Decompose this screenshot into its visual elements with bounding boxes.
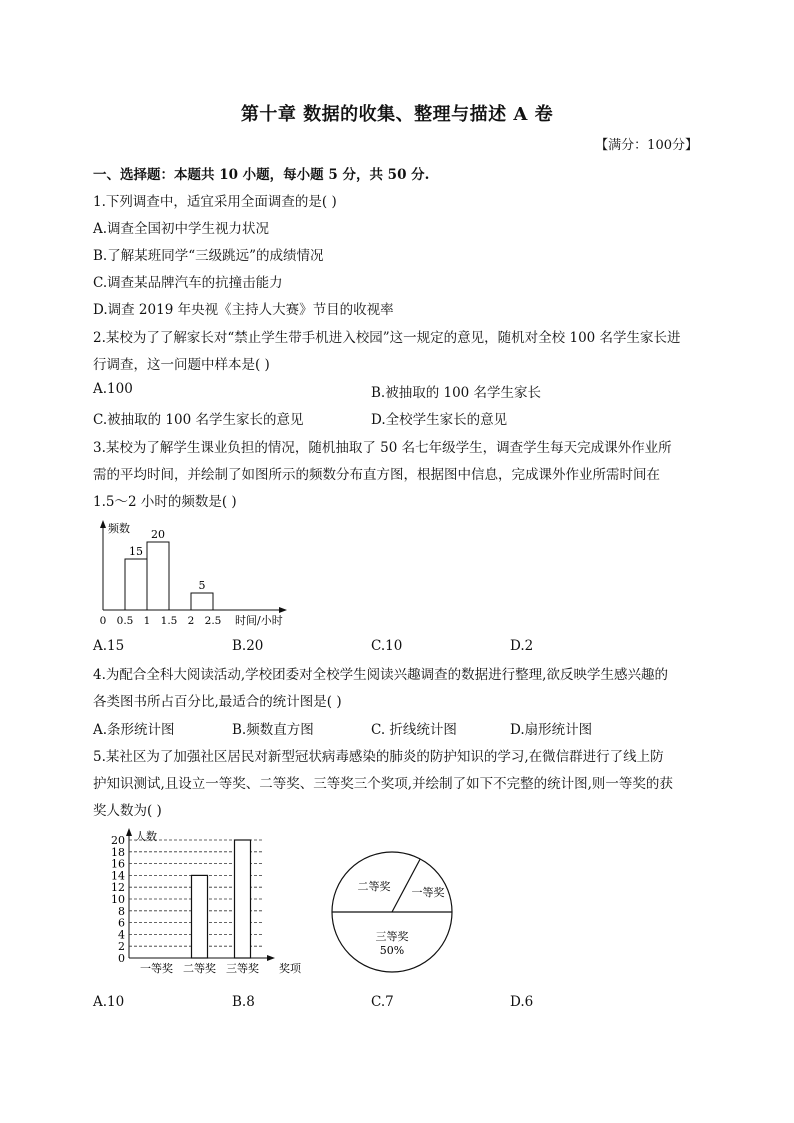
pie-percent-label: 50% xyxy=(379,944,405,957)
q3-option-c: C.10 xyxy=(371,638,403,654)
award-ylabel: 人数 xyxy=(135,830,157,843)
histogram-bar xyxy=(125,559,147,610)
q3-option-b: B.20 xyxy=(232,638,264,654)
page-title: 第十章 数据的收集、整理与描述 A 卷 xyxy=(240,104,554,125)
q1-option-d: D.调查 2019 年央视《主持人大赛》节目的收视率 xyxy=(93,302,394,318)
histogram-data-label: 20 xyxy=(151,528,165,541)
award-y-tick: 4 xyxy=(118,928,125,942)
section-heading: 一、选择题：本题共 10 小题，每小题 5 分，共 50 分. xyxy=(93,167,430,183)
q5-option-c: C.7 xyxy=(371,994,394,1010)
q5-option-b: B.8 xyxy=(232,994,255,1010)
score-note: 【满分：100分】 xyxy=(595,138,698,153)
award-y-tick: 10 xyxy=(111,893,125,906)
award-category-label: 一等奖 xyxy=(140,962,173,974)
q2-option-c: C.被抽取的 100 名学生家长的意见 xyxy=(93,412,304,428)
q5-option-d: D.6 xyxy=(510,994,534,1010)
q5-option-a: A.10 xyxy=(93,994,125,1010)
q3-option-d: D.2 xyxy=(510,638,534,654)
award-y-tick: 6 xyxy=(118,916,125,930)
histogram-data-label: 15 xyxy=(129,545,143,558)
award-y-tick: 2 xyxy=(118,940,125,954)
award-pie-chart xyxy=(330,840,460,985)
q4-option-c: C. 折线统计图 xyxy=(371,722,457,738)
histogram-bar xyxy=(147,542,169,610)
histogram-x-arrow xyxy=(279,607,287,613)
histogram-bar xyxy=(191,593,213,610)
award-bar xyxy=(235,840,251,958)
q4-option-a: A.条形统计图 xyxy=(93,722,175,738)
q2-option-a: A.100 xyxy=(93,381,133,397)
award-y-tick: 14 xyxy=(111,869,125,883)
histogram-x-tick: 2 xyxy=(187,615,195,627)
histogram-xlabel: 时间/小时 xyxy=(235,614,283,627)
award-y-tick: 12 xyxy=(111,881,125,895)
q5-stem-line2: 护知识测试,且设立一等奖、二等奖、三等奖三个奖项,并绘制了如下不完整的统计图,则一等奖的获 xyxy=(93,776,673,792)
histogram-x-tick: 0.5 xyxy=(116,615,134,627)
q2-stem-line2: 行调查，这一问题中样本是( ) xyxy=(93,357,270,373)
pie-slice-label: 二等奖 xyxy=(357,880,391,893)
award-y-arrow xyxy=(126,828,132,836)
award-category-label: 二等奖 xyxy=(183,962,216,974)
histogram-x-tick: 1 xyxy=(143,615,151,627)
q5-stem-line3: 奖人数为( ) xyxy=(93,803,162,819)
q2-option-d: D.全校学生家长的意见 xyxy=(371,412,508,428)
award-x-arrow xyxy=(267,955,275,961)
histogram-x-tick: 1.5 xyxy=(160,615,178,627)
award-y-tick: 0 xyxy=(118,952,125,965)
q2-stem-line1: 2.某校为了了解家长对“禁止学生带手机进入校园”这一规定的意见，随机对全校 100 名学生家长进 xyxy=(93,330,681,346)
q3-stem-line2: 需的平均时间，并绘制了如图所示的频数分布直方图，根据图中信息，完成课外作业所需时间在 xyxy=(93,467,660,483)
q3-stem-line3: 1.5～2 小时的频数是( ) xyxy=(93,494,237,510)
q4-stem-line2: 各类图书所占百分比,最适合的统计图是( ) xyxy=(93,694,342,710)
award-y-tick: 8 xyxy=(118,904,125,918)
q1-option-a: A.调查全国初中学生视力状况 xyxy=(93,221,270,237)
histogram-x-tick: 2.5 xyxy=(204,615,222,627)
histogram-chart xyxy=(95,518,305,630)
award-y-tick: 20 xyxy=(111,834,125,847)
q3-stem-line1: 3.某校为了解学生课业负担的情况，随机抽取了 50 名七年级学生，调查学生每天完成课外作业所 xyxy=(93,440,672,456)
q2-option-b: B.被抽取的 100 名学生家长 xyxy=(371,385,542,401)
pie-slice-label: 三等奖 xyxy=(375,930,409,943)
histogram-ylabel: 频数 xyxy=(108,522,130,535)
histogram-x-tick: 0 xyxy=(99,615,107,627)
award-bar-chart xyxy=(103,826,313,974)
q4-option-d: D.扇形统计图 xyxy=(510,722,593,738)
histogram-data-label: 5 xyxy=(198,579,206,592)
q5-stem-line1: 5.某社区为了加强社区居民对新型冠状病毒感染的肺炎的防护知识的学习,在微信群进行了线上防 xyxy=(93,749,664,765)
histogram-y-arrow xyxy=(100,520,106,528)
q1-option-c: C.调查某品牌汽车的抗撞击能力 xyxy=(93,275,283,291)
q1-stem: 1.下列调查中，适宜采用全面调查的是( ) xyxy=(93,194,337,210)
award-bar xyxy=(192,875,208,958)
q3-option-a: A.15 xyxy=(93,638,125,654)
q4-stem-line1: 4.为配合全科大阅读活动,学校团委对全校学生阅读兴趣调查的数据进行整理,欲反映学生感兴趣的 xyxy=(93,667,668,683)
award-xlabel: 奖项 xyxy=(279,962,301,974)
award-category-label: 三等奖 xyxy=(226,962,259,974)
pie-slice-label: 一等奖 xyxy=(411,886,445,899)
award-y-tick: 16 xyxy=(111,857,125,871)
q4-option-b: B.频数直方图 xyxy=(232,722,314,738)
q1-option-b: B.了解某班同学“三级跳远”的成绩情况 xyxy=(93,248,324,264)
award-y-tick: 18 xyxy=(111,845,125,859)
